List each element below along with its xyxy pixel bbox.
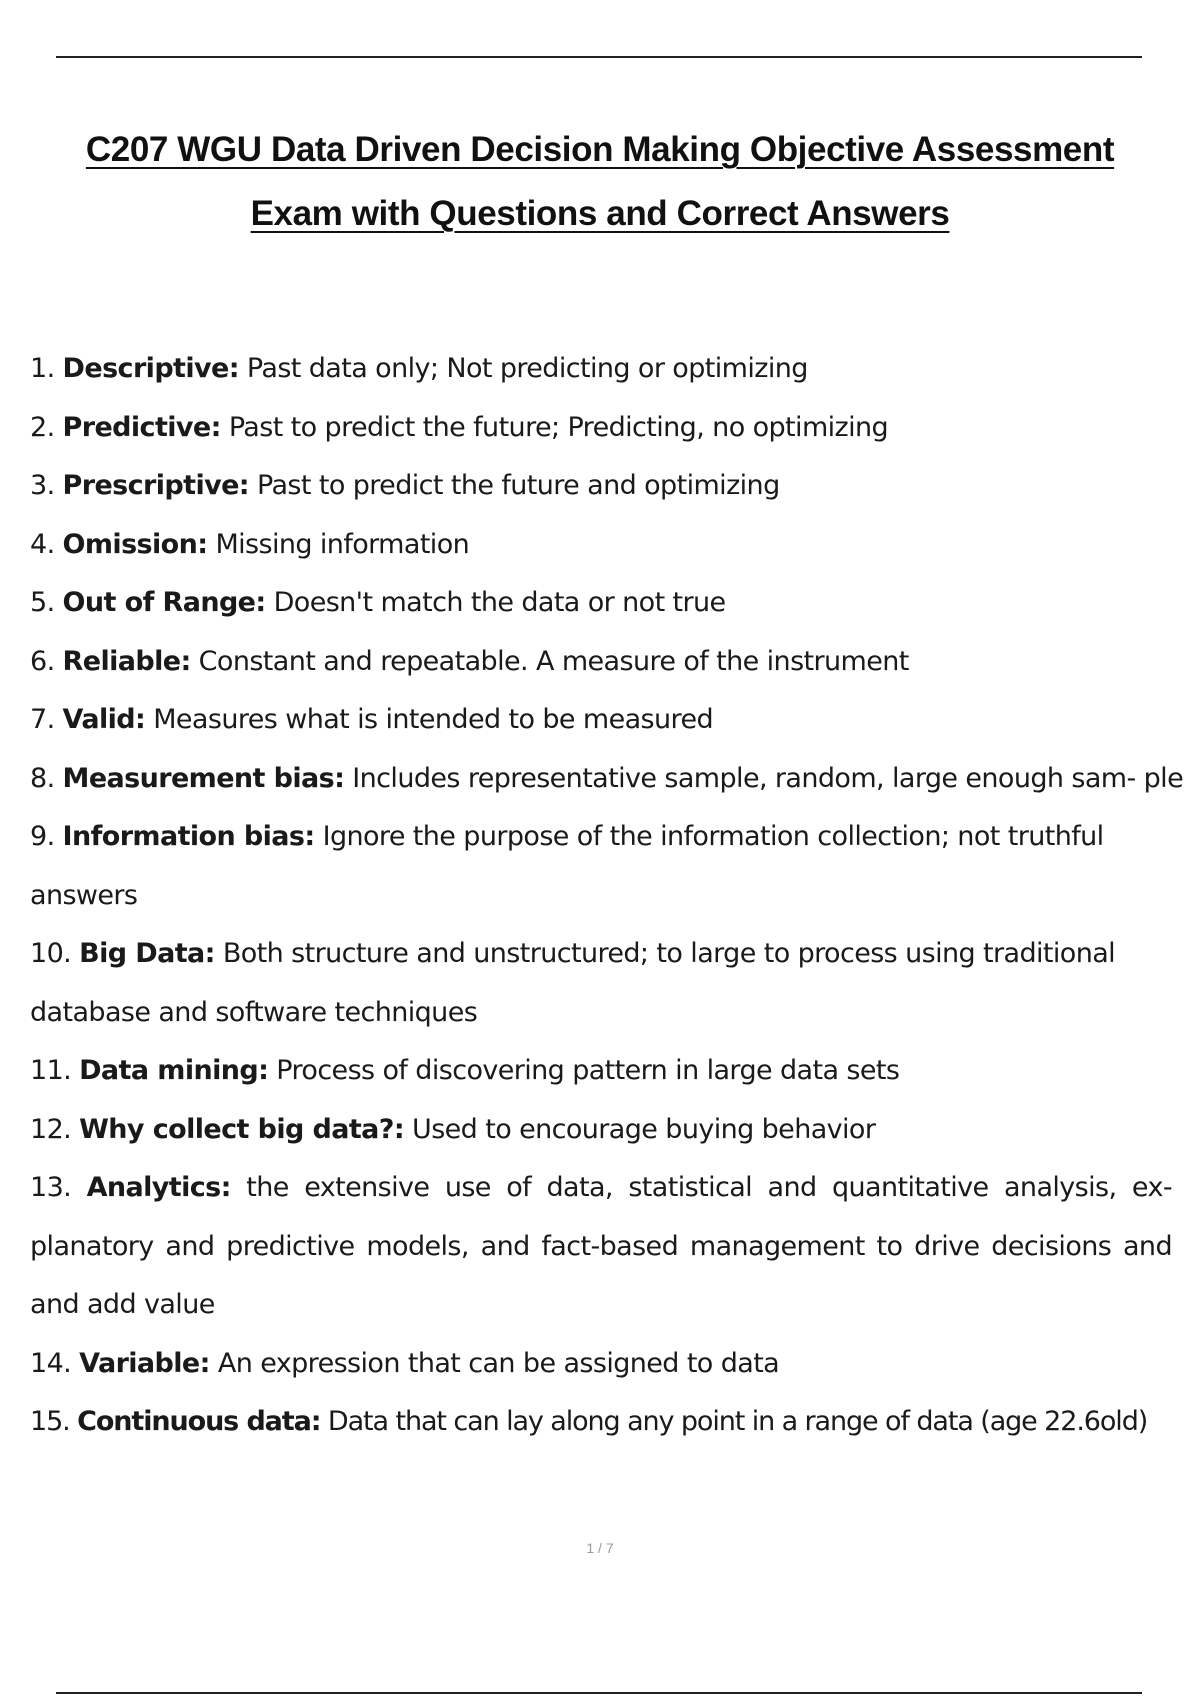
item-number: 4. (30, 528, 55, 560)
item-term: Information bias: (62, 821, 315, 852)
item-number: 9. (30, 821, 55, 852)
item-term: Analytics: (86, 1172, 231, 1203)
list-item (30, 1159, 1172, 1335)
list-item (30, 808, 1200, 925)
item-definition: Data that can lay along any point in a range of data (age 22.6old) (327, 1406, 1148, 1437)
item-definition: Missing information (215, 528, 470, 560)
page-number: 1 / 7 (586, 1540, 614, 1556)
list-item (30, 1042, 1200, 1101)
list-item (30, 691, 1200, 750)
list-item (30, 1393, 1200, 1452)
list-item (30, 516, 1200, 575)
item-number: 6. (30, 645, 55, 677)
item-definition: Process of discovering pattern in large data sets (276, 1055, 900, 1086)
item-term: Out of Range: (62, 587, 266, 618)
item-number: 10. (30, 938, 72, 969)
item-number: 11. (30, 1055, 72, 1086)
item-term: Data mining: (79, 1055, 269, 1086)
item-definition: Includes representative sample, random, large enough sam- ple (352, 762, 1184, 794)
item-definition: Past data only; Not predicting or optimizing (246, 353, 808, 384)
item-definition: the extensive use of data, statistical and quantitative analysis, ex- planatory and predictive models, and fact-based management to drive decisions and and add value (30, 1172, 1172, 1320)
item-definition: An expression that can be assigned to data (217, 1347, 780, 1379)
item-number: 3. (30, 470, 55, 501)
item-term: Omission: (62, 528, 208, 560)
qa-list (30, 340, 1200, 1452)
item-number: 7. (30, 704, 55, 735)
list-item (30, 574, 1200, 633)
item-definition: Ignore the purpose of the information collection; not truthful answers (30, 821, 1104, 911)
bottom-rule (56, 1692, 1142, 1694)
item-number: 8. (30, 762, 55, 794)
list-item (30, 457, 1200, 516)
item-number: 5. (30, 587, 55, 618)
item-term: Predictive: (62, 411, 221, 443)
item-term: Prescriptive: (62, 470, 250, 501)
top-rule (56, 56, 1142, 58)
item-term: Descriptive: (62, 353, 239, 384)
title-line-1: C207 WGU Data Driven Decision Making Objective Assessment (85, 130, 1115, 169)
item-term: Big Data: (79, 938, 215, 969)
title-line-2: Exam with Questions and Correct Answers (250, 194, 950, 233)
item-term: Why collect big data?: (79, 1113, 405, 1145)
item-definition: Constant and repeatable. A measure of the instrument (198, 645, 909, 677)
list-item (30, 633, 1200, 692)
item-term: Valid: (62, 704, 146, 735)
item-term: Measurement bias: (62, 762, 345, 794)
item-number: 2. (30, 411, 55, 443)
item-number: 15. (30, 1406, 70, 1437)
item-definition: Used to encourage buying behavior (412, 1113, 876, 1145)
list-item (30, 340, 1200, 399)
item-definition: Past to predict the future and optimizing (257, 470, 780, 501)
item-term: Reliable: (62, 645, 191, 677)
document-title (0, 118, 1200, 246)
list-item (30, 1101, 1200, 1160)
item-definition: Past to predict the future; Predicting, no optimizing (228, 411, 889, 443)
list-item (30, 399, 1200, 458)
item-definition: Doesn't match the data or not true (273, 587, 726, 618)
item-definition: Measures what is intended to be measured (153, 704, 713, 735)
item-number: 13. (30, 1172, 72, 1203)
list-item (30, 1335, 1200, 1394)
item-number: 12. (30, 1113, 72, 1145)
item-term: Continuous data: (77, 1406, 321, 1437)
item-term: Variable: (79, 1347, 210, 1379)
item-number: 14. (30, 1347, 72, 1379)
item-number: 1. (30, 353, 55, 384)
item-definition: Both structure and unstructured; to large to process using traditional database and software techniques (30, 938, 1116, 1028)
list-item (30, 750, 1200, 809)
list-item (30, 925, 1200, 1042)
